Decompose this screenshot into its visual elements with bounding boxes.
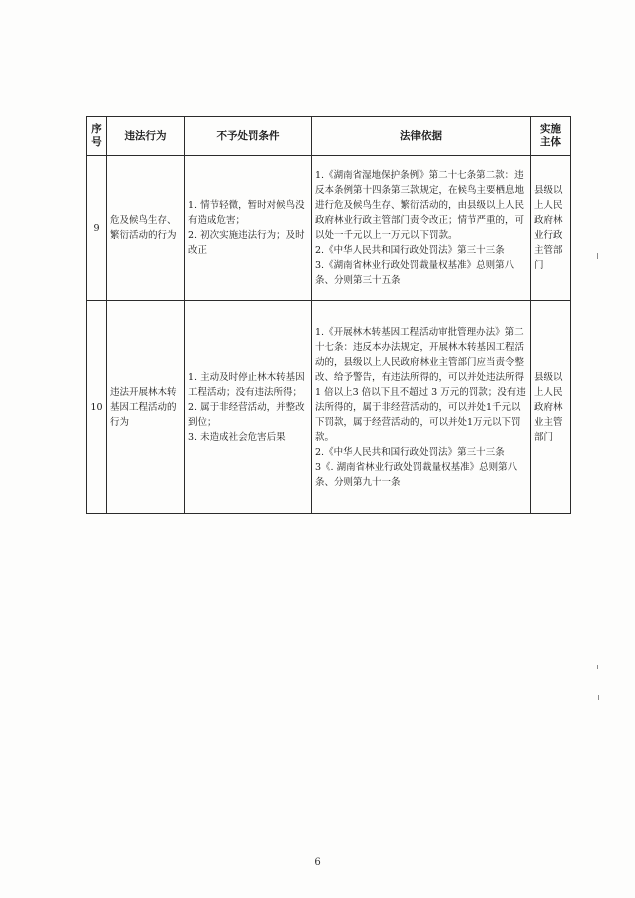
scan-mark — [597, 665, 598, 669]
table-row — [87, 301, 571, 514]
scan-mark — [598, 695, 599, 700]
header-no — [87, 117, 107, 156]
table-row — [87, 156, 571, 301]
exemption-conditions — [185, 301, 312, 514]
row-number: 9 — [87, 156, 107, 301]
legal-basis — [312, 156, 531, 301]
condition-item: 2. 属于非经营活动，并整改到位； — [188, 401, 305, 428]
header-conditions: 不予处罚条件 — [185, 117, 312, 156]
condition-item: 1. 情节轻微，暂时对候鸟没有造成危害； — [188, 200, 305, 226]
legal-basis — [312, 301, 531, 514]
condition-item: 1. 主动及时停止林木转基因工程活动；没有违法所得； — [188, 371, 305, 398]
basis-item: 2.《中华人民共和国行政处罚法》第三十三条 — [315, 245, 505, 256]
header-subject-text: 实施 主体 — [540, 123, 561, 148]
violation-behavior: 危及候鸟生存、繁衍活动的行为 — [107, 156, 185, 301]
page-number: 6 — [314, 857, 321, 868]
violation-behavior: 违法开展林木转基因工程活动的行为 — [107, 301, 185, 514]
header-subject — [531, 117, 571, 156]
header-behavior: 违法行为 — [107, 117, 185, 156]
row-number: 10 — [87, 301, 107, 514]
condition-item: 3. 未造成社会危害后果 — [188, 431, 286, 443]
header-no-text: 序 号 — [91, 123, 102, 148]
enforcement-subject: 县级以上人民政府林业主管部门 — [531, 301, 571, 514]
penalty-table — [86, 116, 571, 514]
basis-item: 2.《中华人民共和国行政处罚法》第三十三条 — [315, 446, 505, 458]
table-header-row — [87, 117, 571, 156]
enforcement-subject: 县级以上人民政府林业行政主管部门 — [531, 156, 571, 301]
exemption-conditions — [185, 156, 312, 301]
basis-item: 3《. 湖南省林业行政处罚裁量权基准》总则第八条、分则第九十一条 — [315, 461, 518, 488]
header-basis: 法律依据 — [312, 117, 531, 156]
basis-item: 1.《开展林木转基因工程活动审批管理办法》第二十七条：违反本办法规定，开展林木转基因工程活动的，县级以上人民政府林业主管部门应当责令整改、给予警告，有违法所得的，可以并处违法所得 1 倍以上3 倍以下且不超过 3 万元的罚款；没有违法所得的，属于非经营活动的，可以并处1千元以下罚款，属于经营活动的，可以并处1万元以下罚款。 — [315, 326, 526, 443]
condition-item: 2. 初次实施违法行为；及时改正 — [188, 230, 305, 256]
basis-item: 3.《湖南省林业行政处罚裁量权基准》总则第八条、分则第三十五条 — [315, 260, 515, 286]
scan-mark — [597, 253, 598, 259]
basis-item: 1.《湖南省湿地保护条例》第二十七条第二款：违反本条例第十四条第三款规定，在候鸟主要栖息地进行危及候鸟生存、繁衍活动的，由县级以上人民政府林业行政主管部门责令改正；情节严重的，可以处一千元以上一万元以下罚款。 — [315, 170, 525, 241]
